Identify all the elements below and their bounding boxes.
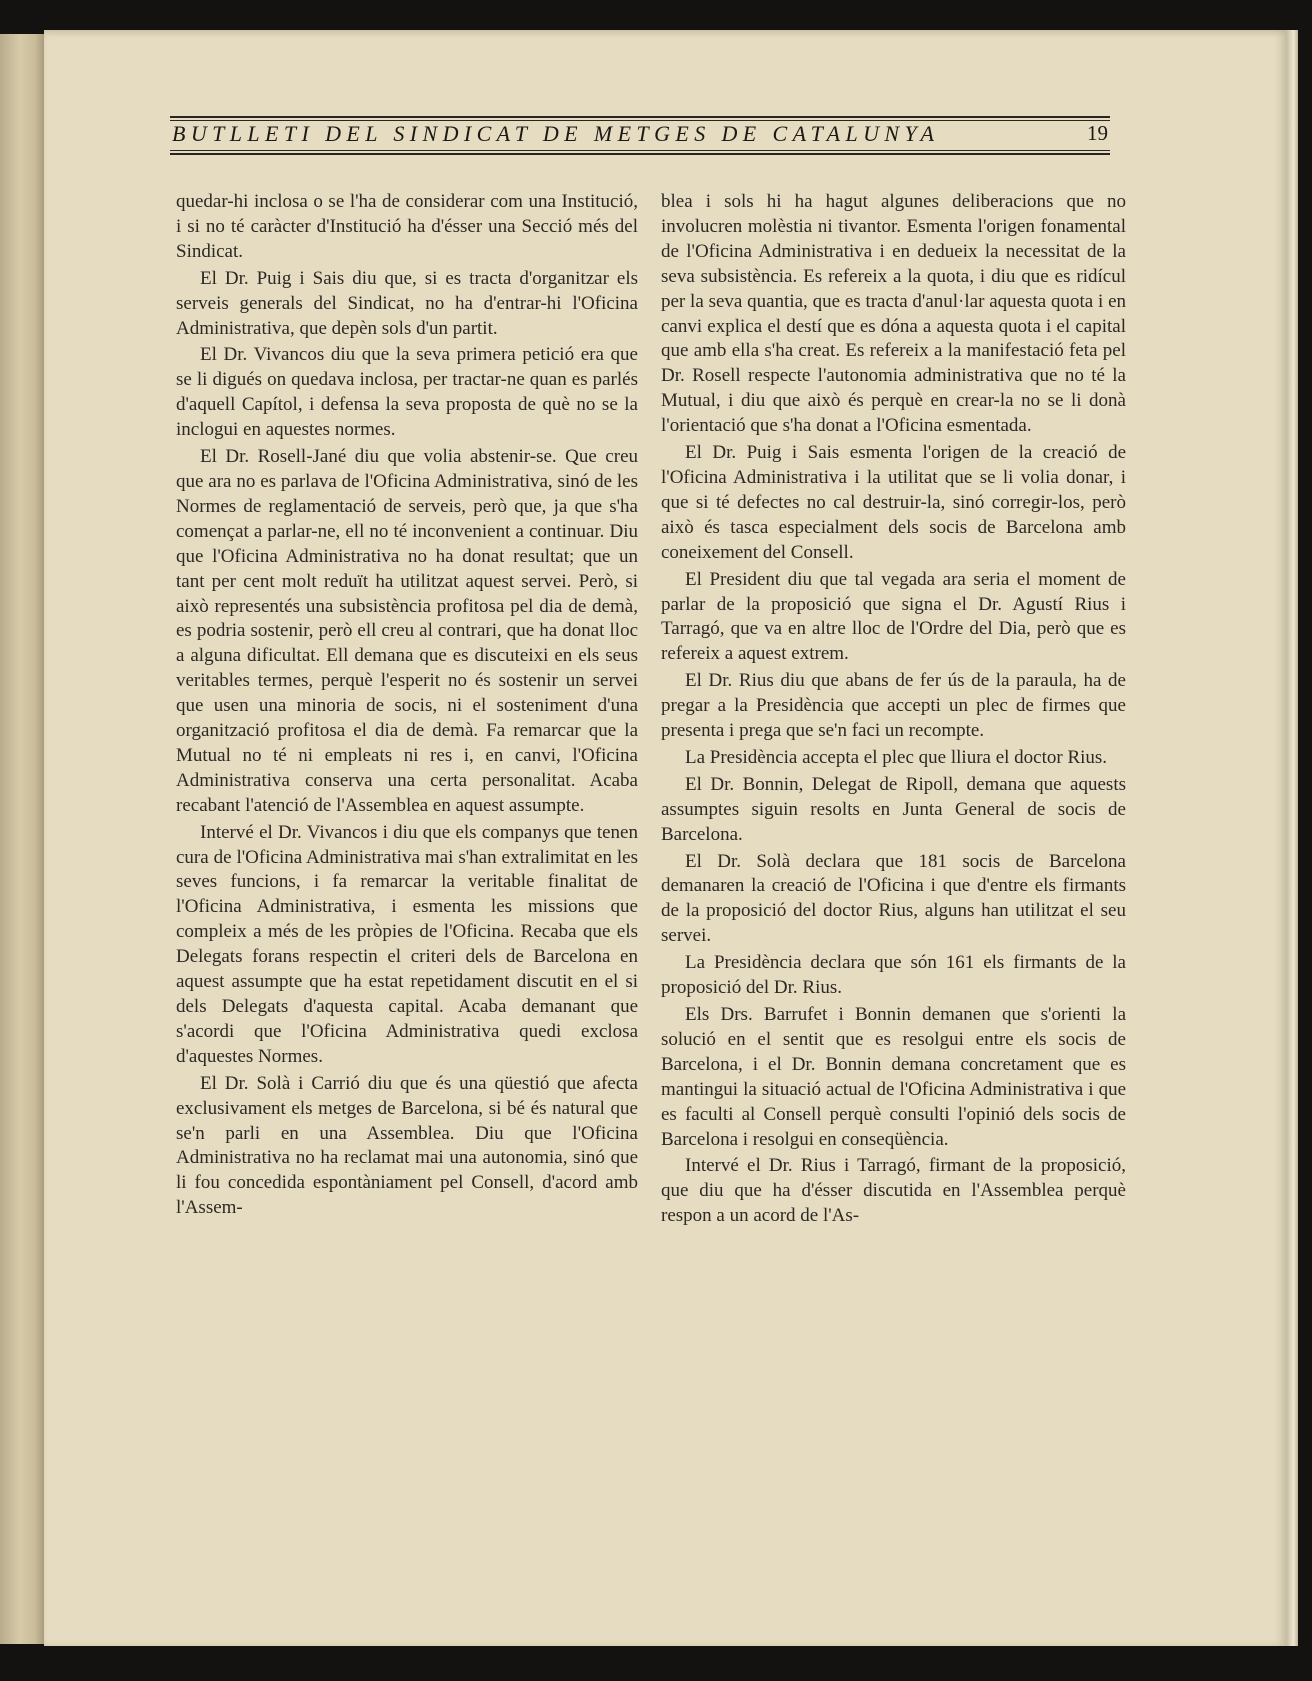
paragraph: El Dr. Solà declara que 181 socis de Barcelona demanaren la creació de l'Oficina i que d'entre els firmants de la proposició del doctor Rius, alguns han utilitzat el seu servei. [661, 850, 1126, 947]
paragraph: La Presidència accepta el plec que lliura el doctor Rius. [685, 746, 1108, 768]
right-column [661, 190, 1126, 1231]
paragraph: Intervé el Dr. Vivancos i diu que els companys que tenen cura de l'Oficina Administrativa mai s'han extralimitat en les seves funcions, i fa remarcar la veritable finalitat de l'Oficina Administrativa, i esmenta les missions que compleix a més de les pròpies de l'Oficina. Recaba que els Delegats forans respectin el criteri dels de Barcelona en aquest assumpte que ha estat repetidament discutit en el si dels Delegats d'aquesta capital. Acaba demanant que s'acordi que l'Oficina Administrativa quedi exclosa d'aquestes Normes. [176, 821, 638, 1067]
running-header [170, 108, 1110, 164]
paragraph: El Dr. Rosell-Jané diu que volia abstenir-se. Que creu que ara no es parlava de l'Oficina Administrativa, sinó de les Normes de reglamentació de serveis, però que, ja que s'ha començat a parlar-ne, ell no té inconvenient a continuar. Diu que l'Oficina Administrativa no ha donat resultat; que un tant per cent molt reduït ha utilitzat aquest servei. Però, si això representés una subsistència profitosa pel dia de demà, es podria sostenir, però ell creu al contrari, que ha donat lloc a alguna dificultat. Ell demana que es discuteixi en els seus veritables termes, perquè l'esperit no és sostenir un servei que usen una minoria de socis, ni el sosteniment d'una organització profitosa el dia de demà. Fa remarcar que la Mutual no té ni empleats ni res i, en canvi, l'Oficina Administrativa conserva una certa personalitat. Acaba recabant l'atenció de l'Assemblea en aquest assumpte. [176, 446, 638, 816]
page-edge [1287, 30, 1298, 1646]
paragraph: El Dr. Puig i Sais esmenta l'origen de la creació de l'Oficina Administrativa i la utilitat que se li volia donar, i que si té defectes no cal destruir-la, sinó corregir-los, però això és tasca especialment dels socis de Barcelona amb coneixement del Consell. [661, 442, 1126, 563]
paragraph: El President diu que tal vegada ara seria el moment de parlar de la proposició que signa el Dr. Agustí Rius i Tarragó, que va en altre lloc de l'Ordre del Dia, però que es refereix a aquest extrem. [661, 568, 1126, 665]
paragraph: El Dr. Rius diu que abans de fer ús de la paraula, ha de pregar a la Presidència que accepti un plec de firmes que presenta i prega que se'n faci un recompte. [661, 670, 1126, 742]
paragraph: Intervé el Dr. Rius i Tarragó, firmant de la proposició, que diu que ha d'ésser discutida en l'Assemblea perquè respon a un acord de l'As- [661, 1155, 1126, 1227]
page-number: 19 [1087, 121, 1108, 145]
paragraph: El Dr. Puig i Sais diu que, si es tracta d'organitzar els serveis generals del Sindicat, no ha d'entrar-hi l'Oficina Administrativa, que depèn sols d'un partit. [176, 267, 638, 339]
paragraph: Els Drs. Barrufet i Bonnin demanen que s'orienti la solució en el sentit que es resolgui entre els socis de Barcelona, i el Dr. Bonnin demana concretament que es mantingui la situació actual de l'Oficina Administrativa i que es faculti al Consell perquè consulti l'opinió dels socis de Barcelona i resolgui en conseqüència. [661, 1004, 1126, 1150]
header-rule-bottom [170, 150, 1110, 155]
paragraph: quedar-hi inclosa o se l'ha de considerar com una Institució, i si no té caràcter d'Institució ha d'ésser una Secció més del Sindicat. [176, 191, 638, 262]
running-title: BUTLLETI DEL SINDICAT DE METGES DE CATALUNYA [172, 121, 940, 146]
paragraph: blea i sols hi ha hagut algunes deliberacions que no involucren molèstia ni tivantor. Esmenta l'origen fonamental de l'Oficina Administrativa i en dedueix la necessitat de la seva subsistència. Es refereix a la quota, i diu que es ridícul per la seva quantia, que es tracta d'anul·lar aquesta quota i en canvi explica el destí que es dóna a aquesta quota i el capital que amb ella s'ha creat. Es refereix a la manifestació feta pel Dr. Rosell respecte l'autonomia administrativa que no té la Mutual, i diu que això és perquè en crear-la no se li donà l'orientació que s'ha donat a l'Oficina esmentada. [661, 191, 1126, 437]
paragraph: El Dr. Solà i Carrió diu que és una qüestió que afecta exclusivament els metges de Barcelona, si bé és natural que se'n parli en una Assemblea. Diu que l'Oficina Administrativa no ha reclamat mai una autonomia, sinó que li fou concedida espontàniament pel Consell, d'acord amb l'Assem- [176, 1072, 638, 1219]
book-spine [0, 34, 44, 1644]
paragraph: El Dr. Vivancos diu que la seva primera petició era que se li digués on quedava inclosa, per tractar-ne quan es parlés d'aquell Capítol, i defensa la seva proposta de què no se la inclogui en aquestes normes. [176, 344, 638, 441]
paragraph: El Dr. Bonnin, Delegat de Ripoll, demana que aquests assumptes siguin resolts en Junta General de socis de Barcelona. [661, 773, 1126, 845]
paragraph: La Presidència declara que són 161 els firmants de la proposició del Dr. Rius. [661, 952, 1126, 999]
left-column [176, 190, 638, 1223]
